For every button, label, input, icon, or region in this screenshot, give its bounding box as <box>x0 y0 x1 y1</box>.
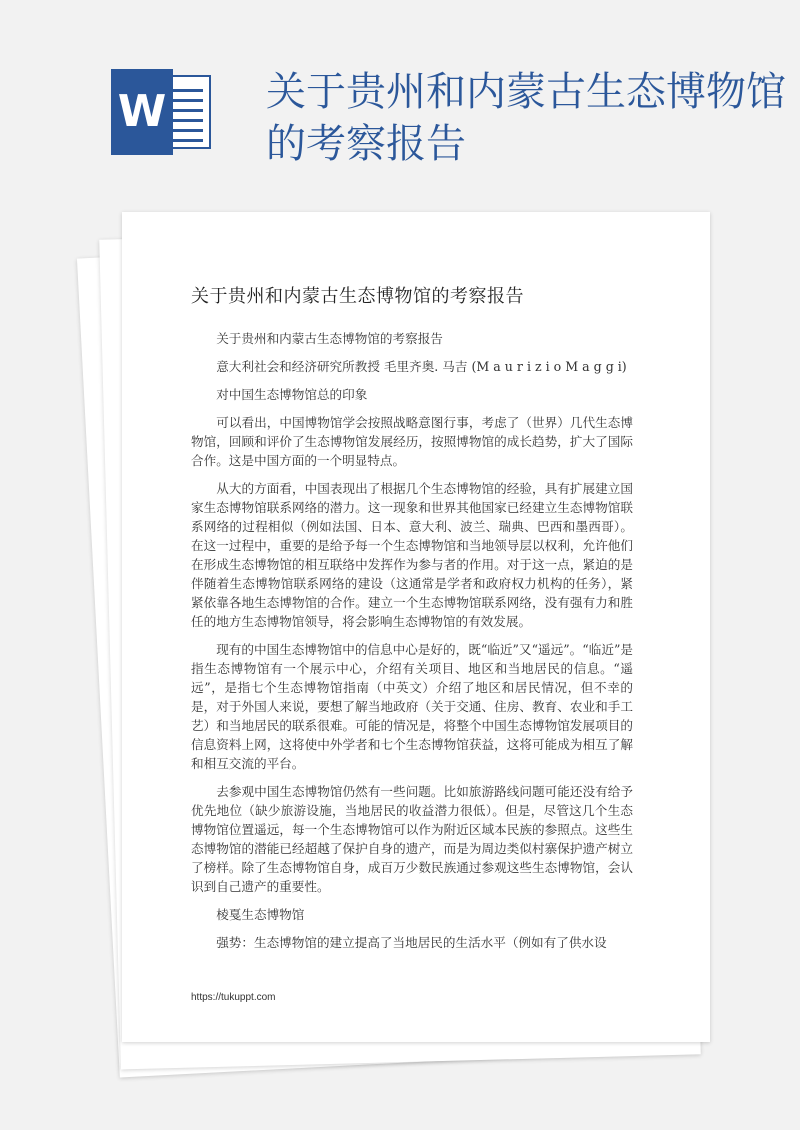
paragraph: 关于贵州和内蒙古生态博物馆的考察报告 <box>216 331 443 346</box>
footer-url: https://tukuppt.com <box>191 992 276 1003</box>
word-logo-letter: W <box>111 69 173 155</box>
paragraph: 现有的中国生态博物馆中的信息中心是好的，既“临近”又“遥远”。“临近”是指生态博物馆有一个展示中心，介绍有关项目、地区和当地居民的信息。“遥远”，是指七个生态博物馆指南（中英文）介绍了地区和居民情况，但不幸的是，对于外国人来说，要想了解当地政府（关于交通、住房、教育、农业和手工艺）和当地居民的联系很难。可能的情况是，将整个中国生态博物馆发展项目的信息资料上网，这将使中外学者和七个生态博物馆获益，这将可能成为相互了解和相互交流的平台。 <box>191 642 633 771</box>
paragraph: 可以看出，中国博物馆学会按照战略意图行事，考虑了（世界）几代生态博物馆，回顾和评价了生态博物馆发展经历，按照博物馆的成长趋势，扩大了国际合作。这是中国方面的一个明显特点。 <box>191 415 633 468</box>
paragraph: 意大利社会和经济研究所教授 毛里齐奥. 马吉 (M a u r i z i o M a g g i) <box>216 359 627 374</box>
document-body <box>191 329 633 961</box>
paragraph: 从大的方面看，中国表现出了根据几个生态博物馆的经验，具有扩展建立国家生态博物馆联系网络的潜力。这一现象和世界其他国家已经建立生态博物馆联系网络的过程相似（例如法国、日本、意大利、波兰、瑞典、巴西和墨西哥）。在这一过程中，重要的是给予每一个生态博物馆和当地领导层以权利，允许他们在形成生态博物馆的相互联络中发挥作为参与者的作用。对于这一点，紧迫的是伴随着生态博物馆联系网络的建设（这通常是学者和政府权力机构的任务），紧紧依靠各地生态博物馆的合作。建立一个生态博物馆联系网络，没有强有力和胜任的地方生态博物馆领导，将会影响生态博物馆的有效发展。 <box>191 481 633 629</box>
document-page <box>122 212 710 1042</box>
header-title: 关于贵州和内蒙古生态博物馆的考察报告 <box>266 69 786 167</box>
paragraph: 强势：生态博物馆的建立提高了当地居民的生活水平（例如有了供水设 <box>216 935 607 950</box>
section-heading: 棱戛生态博物馆 <box>216 907 305 922</box>
section-heading: 对中国生态博物馆总的印象 <box>216 387 368 402</box>
word-document-icon <box>111 69 211 155</box>
paragraph: 去参观中国生态博物馆仍然有一些问题。比如旅游路线问题可能还没有给予优先地位（缺少旅游设施，当地居民的收益潜力很低）。但是，尽管这几个生态博物馆位置遥远，每一个生态博物馆可以作为附近区域本民族的参照点。这些生态博物馆的潜能已经超越了保护自身的遗产，而是为周边类似村寨保护遗产树立了榜样。除了生态博物馆自身，成百万少数民族通过参观这些生态博物馆，会认识到自己遗产的重要性。 <box>191 784 633 894</box>
document-title: 关于贵州和内蒙古生态博物馆的考察报告 <box>191 286 524 307</box>
